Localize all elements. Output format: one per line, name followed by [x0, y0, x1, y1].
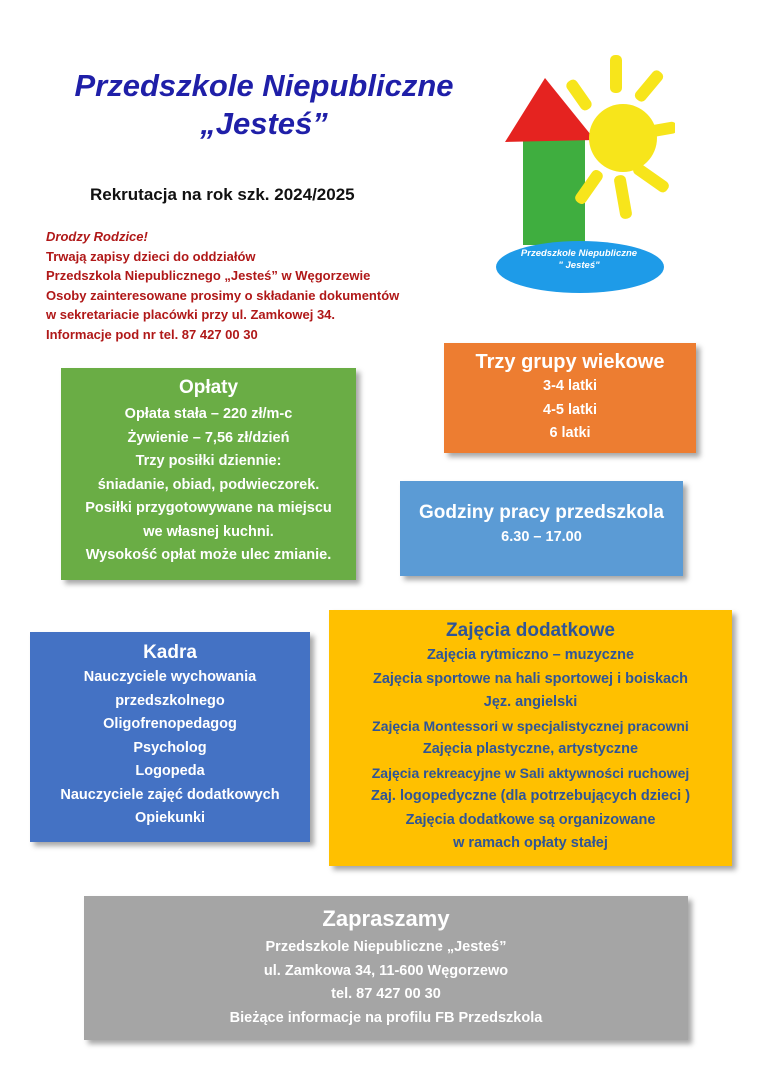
logo-caption: [495, 248, 663, 272]
fees-title: Opłaty: [178, 377, 239, 398]
extra-activity-item: Zajęcia dodatkowe są organizowane: [405, 811, 656, 828]
intro-line: Trwają zapisy dzieci do oddziałów: [46, 248, 256, 264]
page-title: [40, 67, 488, 143]
staff-line: Nauczyciele wychowania: [83, 669, 257, 685]
logo-caption-line-2: " Jesteś": [558, 260, 600, 271]
fees-line: śniadanie, obiad, podwieczorek.: [97, 476, 320, 493]
staff-line: Logopeda: [135, 763, 205, 779]
staff-box: [30, 632, 310, 842]
logo-caption-line-1: Przedszkole Niepubliczne: [520, 248, 638, 259]
intro-text: [46, 227, 399, 344]
opening-hours-title: Godziny pracy przedszkola: [419, 502, 664, 523]
age-group-item: 3-4 latki: [543, 378, 597, 394]
invitation-box: [84, 896, 688, 1040]
fees-line: Opłata stała – 220 zł/m-c: [124, 406, 293, 422]
age-group-item: 6 latki: [549, 425, 591, 441]
extra-activities-box: [329, 610, 732, 866]
staff-line: przedszkolnego: [115, 692, 225, 709]
intro-line: Informacje pod nr tel. 87 427 00 30: [46, 326, 258, 342]
extra-activity-item: Zajęcia rytmiczno – muzyczne: [426, 647, 635, 663]
age-group-item: 4-5 latki: [543, 401, 597, 418]
title-line-2: „Jesteś”: [200, 106, 328, 141]
extra-activity-item: Zajęcia rekreacyjne w Sali aktywności ruchowej: [371, 764, 690, 781]
fees-line: Żywienie – 7,56 zł/dzień: [127, 429, 290, 446]
extra-activity-item: Zajęcia plastyczne, artystyczne: [422, 741, 639, 757]
fees-line: Posiłki przygotowywane na miejscu: [85, 500, 332, 516]
extra-activity-item: w ramach opłaty stałej: [453, 835, 608, 851]
intro-line: Osoby zainteresowane prosimy o składanie dokumentów: [46, 287, 400, 303]
age-groups-box: [444, 343, 696, 453]
staff-line: Nauczyciele zajęć dodatkowych: [60, 786, 280, 803]
intro-line: w sekretariacie placówki przy ul. Zamkowej 34.: [46, 307, 336, 322]
fees-line: Wysokość opłat może ulec zmianie.: [85, 547, 332, 563]
extra-activity-item: Zajęcia sportowe na hali sportowej i boiskach: [372, 670, 689, 687]
staff-title: Kadra: [143, 642, 197, 663]
fees-box: [61, 368, 356, 580]
opening-hours-value: 6.30 – 17.00: [501, 529, 582, 545]
invitation-line: Przedszkole Niepubliczne „Jesteś”: [265, 939, 507, 955]
extra-activity-item: Zajęcia Montessori w specjalistycznej pracowni: [372, 717, 689, 734]
fees-line: Trzy posiłki dziennie:: [135, 453, 282, 469]
staff-line: Oligofrenopedagog: [103, 716, 237, 732]
opening-hours-box: [400, 481, 683, 576]
fees-line: we własnej kuchni.: [143, 523, 274, 540]
staff-line: Psycholog: [133, 739, 207, 756]
intro-line: Przedszkola Niepublicznego „Jesteś” w Węgorzewie: [46, 268, 371, 283]
extra-activities-title: Zajęcia dodatkowe: [446, 620, 615, 641]
logo-sun: [589, 104, 657, 172]
recruitment-subtitle: Rekrutacja na rok szk. 2024/2025: [90, 185, 355, 204]
logo-house-wall: [523, 135, 585, 245]
logo-house-roof: [505, 78, 595, 142]
title-line-1: Przedszkole Niepubliczne: [74, 68, 454, 103]
invitation-phone: tel. 87 427 00 30: [331, 986, 441, 1002]
invitation-address: ul. Zamkowa 34, 11-600 Węgorzewo: [263, 962, 509, 979]
invitation-facebook-info: Bieżące informacje na profilu FB Przedszkola: [229, 1009, 543, 1026]
extra-activity-item: Zaj. logopedyczne (dla potrzebujących dzieci ): [370, 788, 691, 804]
age-groups-title: Trzy grupy wiekowe: [475, 351, 665, 373]
extra-activity-item: Jęz. angielski: [483, 694, 578, 710]
staff-line: Opiekunki: [134, 810, 206, 826]
intro-greeting: Drodzy Rodzice!: [46, 229, 148, 244]
invitation-title: Zapraszamy: [322, 906, 450, 931]
